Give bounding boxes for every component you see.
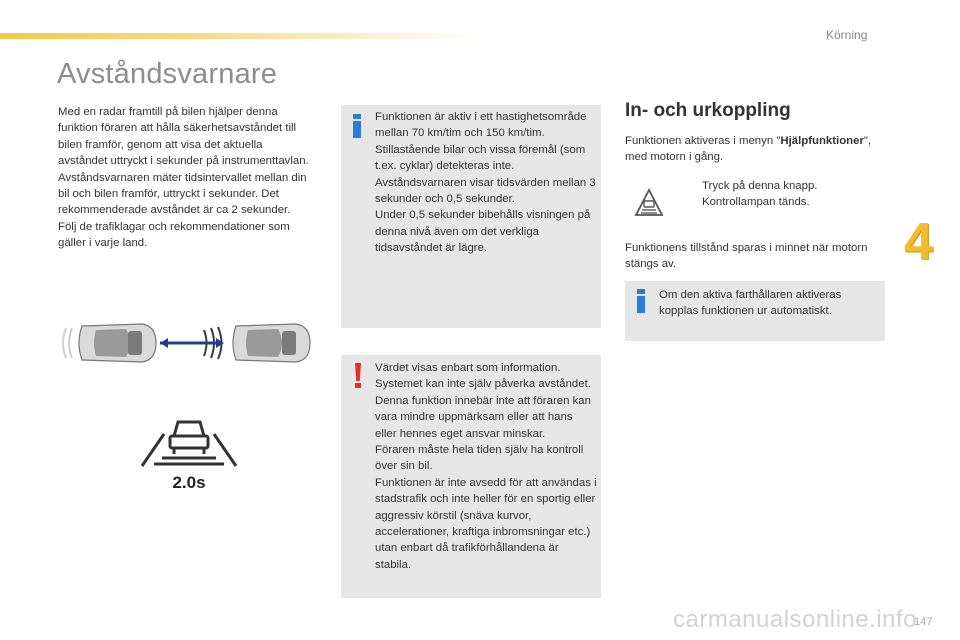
- intro-paragraph: Följ de trafiklagar och rekommendationer som gäller i varje land.: [58, 220, 290, 250]
- info-box-cruise-control: [625, 281, 885, 341]
- warning-paragraph: Systemet kan inte själv påverka avståndet.: [375, 378, 591, 391]
- warning-paragraph: Denna funktion innebär inte att föraren kan vara mindre uppmärksam eller att hans eller hennes eget ansvar minskar.: [375, 394, 591, 440]
- info-paragraph: Funktionen är aktiv i ett hastighetsområde mellan 70 km/tim och 150 km/tim.: [375, 111, 587, 140]
- intro-paragraph: Avståndsvarnaren mäter tidsintervallet mellan din bil och bilen framför, uttryckt i sekunder. Det rekommenderade avståndet är ca 2 sekunder.: [58, 171, 307, 217]
- memory-text: [625, 240, 880, 273]
- intro-text: [58, 104, 314, 252]
- car-front-icon: [170, 422, 208, 454]
- warning-paragraph: Värdet visas enbart som information.: [375, 362, 561, 374]
- info-icon: [353, 114, 362, 138]
- radar-waves-left: [63, 328, 72, 358]
- warning-box: [341, 355, 601, 598]
- info-paragraph: Stillastående bilar och vissa föremål (som t.ex. cyklar) detekteras inte.: [375, 143, 586, 173]
- menu-name: Hjälpfunktioner: [780, 135, 864, 147]
- page-title: Avståndsvarnare: [57, 58, 278, 90]
- front-car-icon: [233, 324, 310, 362]
- step-text: Tryck på denna knapp. Kontrollampan tänds.: [702, 180, 818, 209]
- distance-value: 2.0s: [172, 473, 206, 492]
- info-box-text: [659, 287, 879, 320]
- info-paragraph: Avståndsvarnaren visar tidsvärden mellan 3 sekunder och 0,5 sekunder.: [375, 176, 596, 206]
- info-box-activity: [341, 105, 601, 328]
- intro-paragraph: Med en radar framtill på bilen hjälper denna funktion föraren att hålla säkerhetsavståndet till bilen framför, genom att visa det aktuella avståndet uttryckt i sekunder på instrumenttavlan.: [58, 106, 309, 168]
- warning-icon: [355, 363, 361, 388]
- rear-car-icon: [79, 324, 156, 362]
- car-distance-illustration: [56, 316, 326, 370]
- distance-display-illustration: [134, 414, 244, 494]
- chapter-number: 4: [904, 213, 933, 271]
- warning-box-text: [375, 360, 597, 573]
- step-instruction: [680, 178, 880, 211]
- info-paragraph: Om den aktiva farthållaren aktiveras kopplas funktionen ur automatiskt.: [659, 289, 842, 318]
- page-number: 147: [914, 616, 933, 628]
- distance-alert-button-icon: [634, 188, 664, 218]
- activation-text-after: ", med motorn i gång.: [625, 135, 872, 164]
- warning-paragraph: Funktionen är inte avsedd för att användas i stadstrafik och inte heller för en sportig eller aggressiv körstil (snäva kurvor, accelerationer, kraftiga inbromsningar etc.) utan enbart då trafikförhållandena är stabila.: [375, 476, 597, 571]
- section-heading: In- och urkoppling: [625, 100, 791, 121]
- info-icon: [637, 289, 646, 313]
- warning-paragraph: Föraren måste hela tiden själv ha kontroll över sin bil.: [375, 444, 584, 473]
- road-lines-icon: [142, 434, 236, 466]
- watermark: carmanualsonline.info: [673, 606, 917, 633]
- info-paragraph: Under 0,5 sekunder bibehålls visningen på denna nivå även om det verkliga tidsavståndet är lägre.: [375, 209, 591, 255]
- section-label: Körning: [826, 28, 868, 42]
- info-box-text: [375, 109, 597, 257]
- activation-text: [625, 133, 880, 166]
- memory-paragraph: Funktionens tillstånd sparas i minnet när motorn stängs av.: [625, 242, 868, 271]
- header-accent-bar: [0, 33, 480, 39]
- activation-text-before: Funktionen aktiveras i menyn ": [625, 135, 781, 147]
